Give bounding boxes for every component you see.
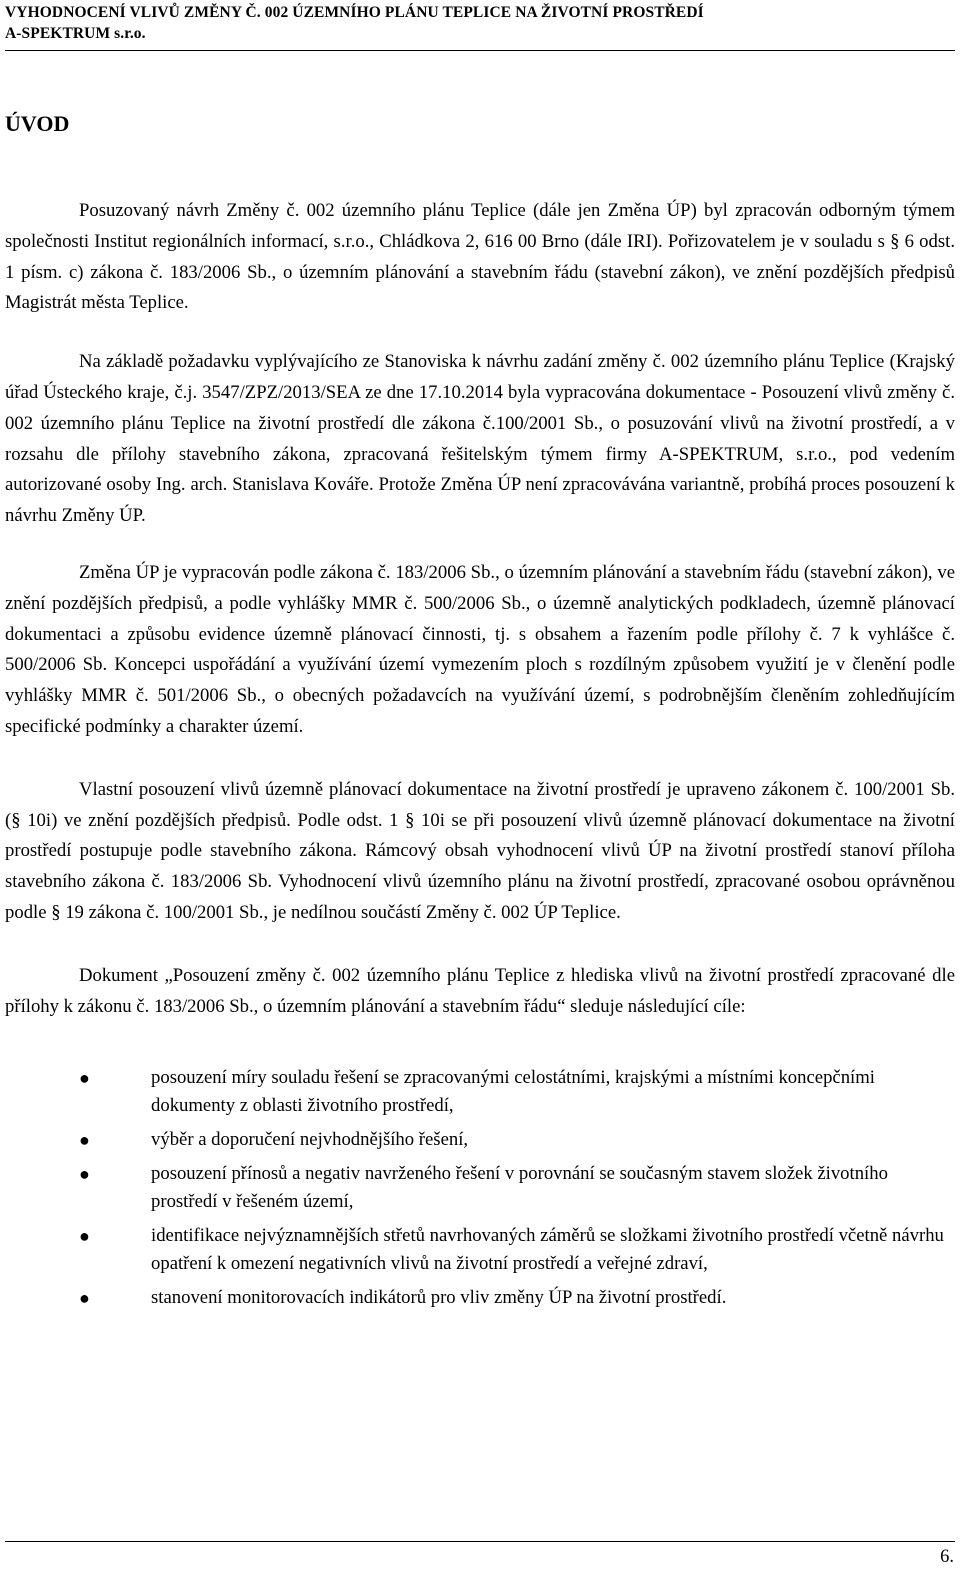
paragraph-intro: Posuzovaný návrh Změny č. 002 územního plánu Teplice (dále jen Změna ÚP) byl zpracován odborným týmem společnosti Institut regionálních informací, s.r.o., Chládkova 2, 616 00 Brno (dále IRI). Pořizovatelem je v souladu s § 6 odst. 1 písm. c) zákona č. 183/2006 Sb., o územním plánování a stavebním řádu (stavební zákon), ve znění pozdějších předpisů Magistrát města Teplice. — [5, 200, 955, 314]
header-company: A-SPEKTRUM s.r.o. — [5, 25, 146, 42]
list-item-text: výběr a doporučení nejvhodnějšího řešení, — [151, 1129, 469, 1151]
footer-divider — [5, 1541, 955, 1542]
bullet-icon: ● — [79, 1164, 90, 1185]
list-item — [5, 1064, 955, 1120]
bullet-icon: ● — [79, 1288, 90, 1309]
bullet-icon: ● — [79, 1226, 90, 1247]
header-title: VYHODNOCENÍ VLIVŮ ZMĚNY Č. 002 ÚZEMNÍHO PLÁNU TEPLICE NA ŽIVOTNÍ PROSTŘEDÍ — [5, 4, 704, 21]
section-title: ÚVOD — [5, 111, 70, 136]
list-item-text: posouzení přínosů a negativ navrženého řešení v porovnání se současným stavem složek životního prostředí v řešeném území, — [151, 1163, 888, 1213]
list-item-text: posouzení míry souladu řešení se zpracovanými celostátními, krajskými a místními koncepčními dokumenty z oblasti životního prostředí, — [151, 1067, 875, 1117]
list-item — [5, 1160, 955, 1216]
list-item-text: identifikace nejvýznamnějších střetů navrhovaných záměrů se složkami životního prostředí včetně návrhu opatření k omezení negativních vlivů na životní prostředí a veřejné zdraví, — [151, 1225, 944, 1275]
document-header — [5, 2, 955, 44]
header-divider — [5, 50, 955, 51]
paragraph-goals-intro: Dokument „Posouzení změny č. 002 územního plánu Teplice z hlediska vlivů na životní prostředí zpracované dle přílohy k zákonu č. 183/2006 Sb., o územním plánování a stavebním řádu“ sleduje následující cíle: — [5, 964, 955, 1017]
bullet-icon: ● — [79, 1130, 90, 1151]
paragraph-legal-framework: Změna ÚP je vypracován podle zákona č. 183/2006 Sb., o územním plánování a stavebním řádu (stavební zákon), ve znění pozdějších předpisů, a podle vyhlášky MMR č. 500/2006 Sb., o územně analytických podkladech, územně plánovací dokumentaci a způsobu evidence územně plánovací činnosti, tj. s obsahem a řazením podle přílohy č. 7 k vyhlášce č. 500/2006 Sb. Koncepci uspořádání a využívání území vymezením ploch s rozdílným způsobem využití je v členění podle vyhlášky MMR č. 501/2006 Sb., o obecných požadavcích na využívání území, s podrobnějším členěním zohledňujícím specifické podmínky a charakter území. — [5, 561, 955, 737]
list-item — [5, 1126, 955, 1154]
paragraph-assessment-law: Vlastní posouzení vlivů územně plánovací dokumentace na životní prostředí je upraveno zákonem č. 100/2001 Sb. (§ 10i) ve znění pozdějších předpisů. Podle odst. 1 § 10i se při posouzení vlivů územně plánovací dokumentace na životní prostředí postupuje podle stavebního zákona. Rámcový obsah vyhodnocení vlivů ÚP na životní prostředí stanoví příloha stavebního zákona č. 183/2006 Sb. Vyhodnocení vlivů územního plánu na životní prostředí, zpracované osobou oprávněnou podle § 19 zákona č. 100/2001 Sb., je nedílnou součástí Změny č. 002 ÚP Teplice. — [5, 778, 955, 923]
list-item-text: stanovení monitorovacích indikátorů pro vliv změny ÚP na životní prostředí. — [151, 1287, 727, 1309]
goals-list — [5, 1064, 955, 1312]
paragraph-assessment-basis: Na základě požadavku vyplývajícího ze Stanoviska k návrhu zadání změny č. 002 územního plánu Teplice (Krajský úřad Ústeckého kraje, č.j. 3547/ZPZ/2013/SEA ze dne 17.10.2014 byla vypracována dokumentace - Posouzení vlivů změny č. 002 územního plánu Teplice na životní prostředí dle zákona č.100/2001 Sb., o posuzování vlivů na životní prostředí, a v rozsahu dle přílohy stavebního zákona, zpracovaná řešitelským týmem firmy A-SPEKTRUM, s.r.o., pod vedením autorizované osoby Ing. arch. Stanislava Kováře. Protože Změna ÚP není zpracovávána variantně, probíhá proces posouzení k návrhu Změny ÚP. — [5, 351, 955, 527]
list-item — [5, 1284, 955, 1312]
list-item — [5, 1222, 955, 1278]
page-number: 6. — [940, 1547, 954, 1567]
document-body — [5, 196, 955, 1318]
bullet-icon: ● — [79, 1068, 90, 1089]
